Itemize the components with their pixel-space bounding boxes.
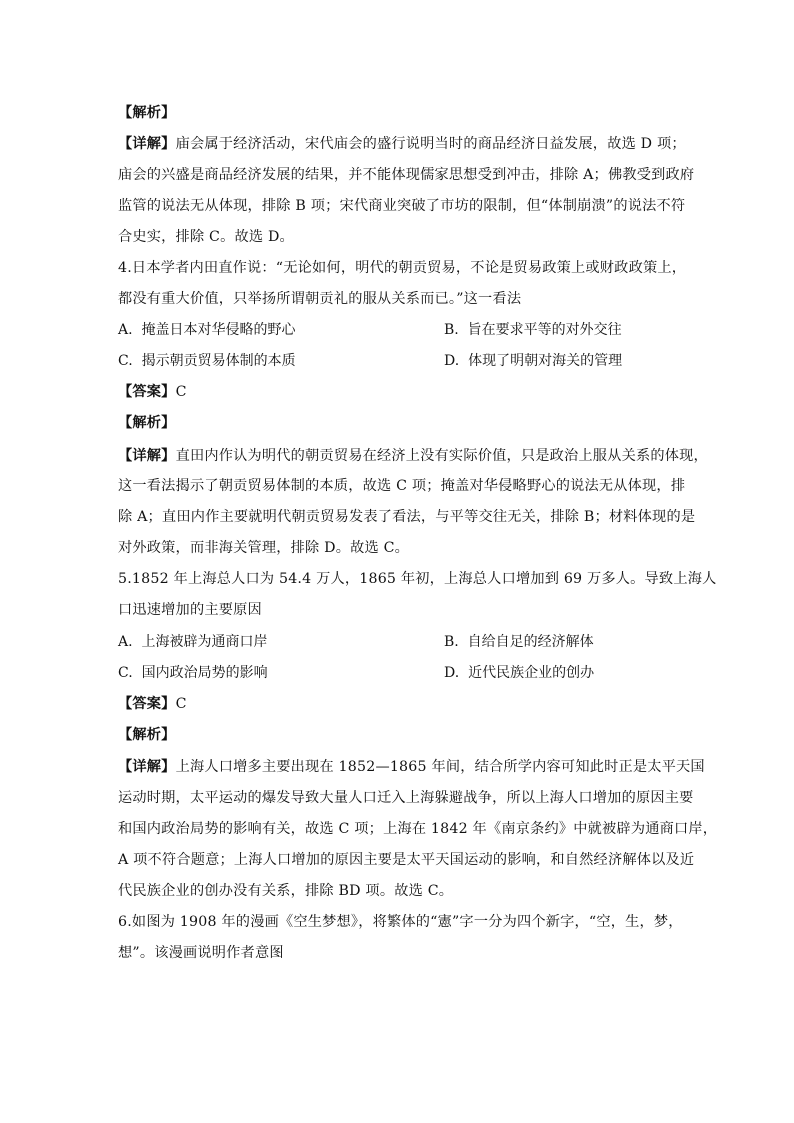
q5-detail-line-2: 运动时期，太平运动的爆发导致大量人口迁入上海躲避战争，所以上海人口增加的原因主要 (118, 790, 694, 806)
q5-detail-line-1: 【详解】上海人口增多主要出现在 1852—1865 年间，结合所学内容可知此时正是太平天国 (118, 759, 705, 775)
q6-stem-line-2: 想”。该漫画说明作者意图 (118, 945, 284, 961)
q6-stem-line-1: 6.如图为 1908 年的漫画《空生梦想》，将繁体的“憲”字一分为四个新字，“空，生，梦， (118, 914, 683, 930)
q5-option-b: B. 自给自足的经济解体 (444, 634, 594, 650)
q4-detail-line-4: 对外政策，而非海关管理，排除 D。故选 C。 (118, 540, 410, 556)
q5-detail-line-5: 代民族企业的创办没有关系，排除 BD 项。故选 C。 (118, 883, 454, 899)
q4-detail-line-1: 【详解】直田内作认为明代的朝贡贸易在经济上没有实际价值，只是政治上服从关系的体现， (118, 448, 708, 464)
q4-option-d: D. 体现了明朝对海关的管理 (444, 353, 623, 369)
q4-detail-line-2: 这一看法揭示了朝贡贸易体制的本质，故选 C 项；掩盖对华侵略野心的说法无从体现，排 (118, 478, 686, 494)
q3-detail-line-2: 庙会的兴盛是商品经济发展的结果，并不能体现儒家思想受到冲击，排除 A；佛教受到政府 (118, 167, 695, 183)
q3-detail-line-4: 合史实，排除 C。故选 D。 (118, 229, 294, 245)
q4-detail-line-3: 除 A；直田内作主要就明代朝贡贸易发表了看法，与平等交往无关，排除 B；材料体现的是 (118, 509, 696, 525)
q4-option-b: B. 旨在要求平等的对外交往 (444, 322, 622, 338)
q4-stem-line-2: 都没有重大价值，只举扬所谓朝贡礼的服从关系而已。”这一看法 (118, 291, 522, 307)
q3-detail-tag: 【详解】 (118, 136, 176, 152)
q5-detail-line-3: 和国内政治局势的影响有关，故选 C 项；上海在 1842 年《南京条约》中就被辟为通商口岸， (118, 821, 718, 837)
q5-option-c: C. 国内政治局势的影响 (118, 665, 268, 681)
q4-answer: 【答案】C (118, 384, 187, 400)
q5-detail-line-4: A 项不符合题意；上海人口增加的原因主要是太平天国运动的影响，和自然经济解体以及近 (118, 852, 695, 868)
q4-analysis-tag: 【解析】 (118, 415, 176, 431)
q5-option-d: D. 近代民族企业的创办 (444, 665, 595, 681)
q5-option-a: A. 上海被辟为通商口岸 (118, 634, 268, 650)
q4-stem-line-1: 4.日本学者内田直作说：“无论如何，明代的朝贡贸易，不论是贸易政策上或财政政策上， (118, 260, 687, 276)
q5-stem-line-1: 5.1852 年上海总人口为 54.4 万人，1865 年初，上海总人口增加到 69 万多人。导致上海人 (118, 571, 717, 587)
q5-stem-line-2: 口迅速增加的主要原因 (118, 602, 262, 618)
q5-analysis-tag: 【解析】 (118, 727, 176, 743)
q4-option-c: C. 揭示朝贡贸易体制的本质 (118, 353, 296, 369)
q3-analysis-tag: 【解析】 (118, 105, 176, 121)
q3-detail-line-1: 【详解】庙会属于经济活动，宋代庙会的盛行说明当时的商品经济日益发展，故选 D 项； (118, 136, 686, 152)
q5-answer: 【答案】C (118, 696, 187, 712)
q3-detail-line-3: 监管的说法无从体现，排除 B 项；宋代商业突破了市坊的限制，但“体制崩溃”的说法不符 (118, 198, 686, 214)
q4-option-a: A. 掩盖日本对华侵略的野心 (118, 322, 296, 338)
